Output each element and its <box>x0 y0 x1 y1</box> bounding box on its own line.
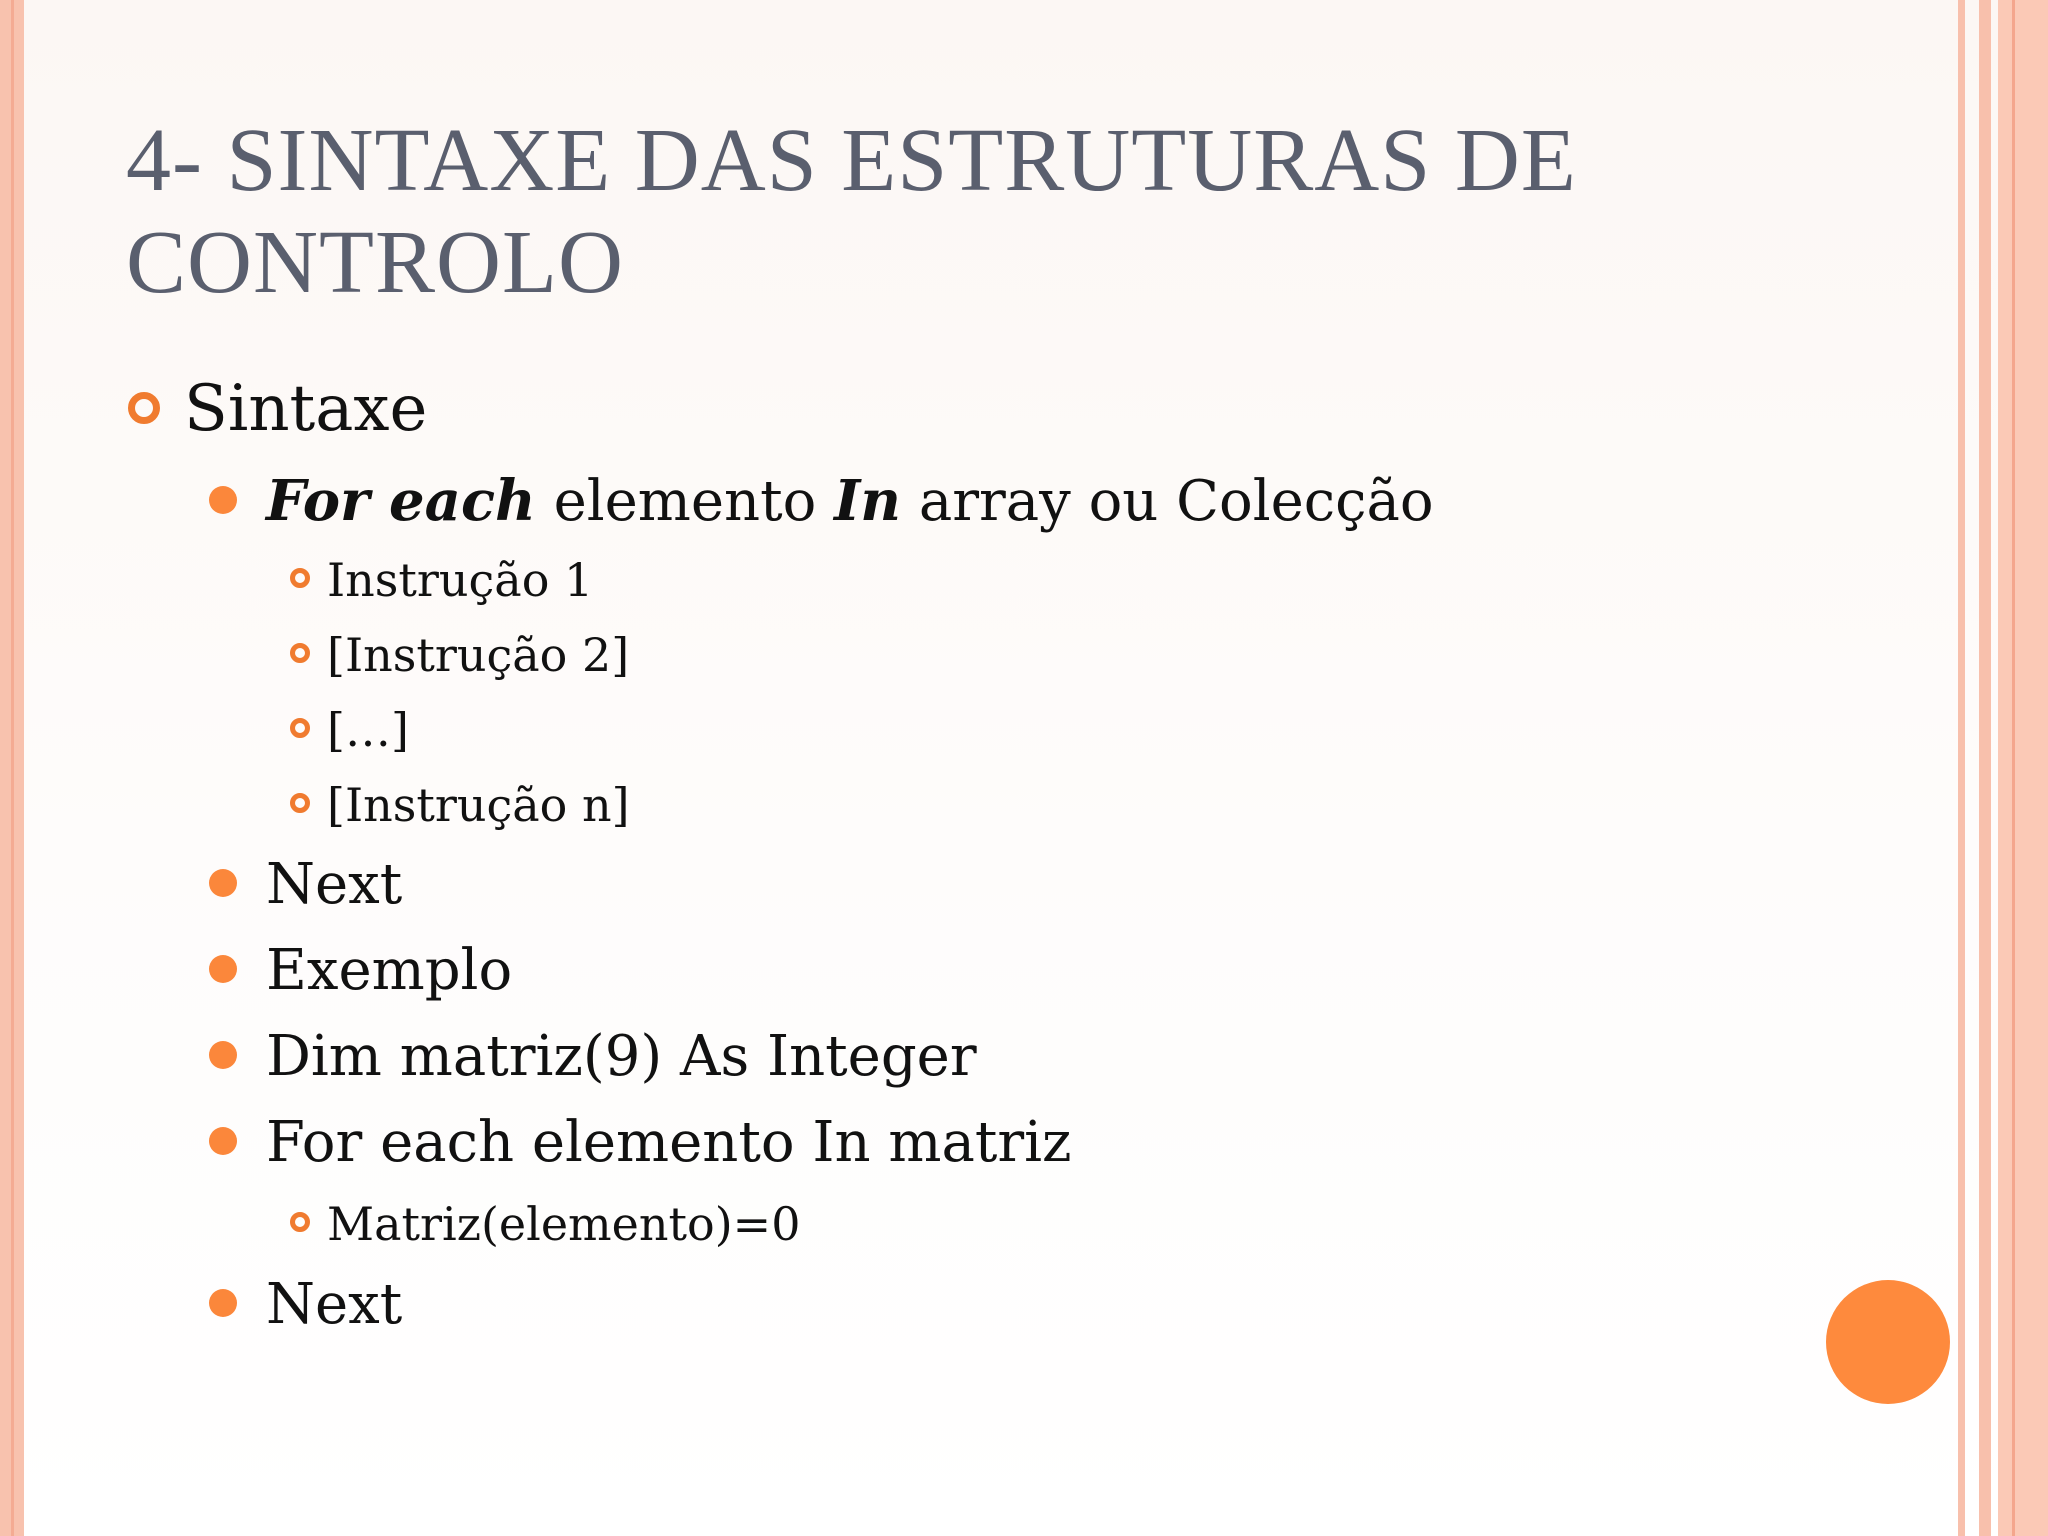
syntax-body-item: […] <box>327 703 409 757</box>
right-border-stripe-3 <box>1998 0 2048 1536</box>
example-label: Exemplo <box>266 938 513 1003</box>
syntax-body-item: [Instrução 2] <box>327 628 630 682</box>
ring-bullet-icon <box>128 392 160 424</box>
small-ring-bullet-icon <box>290 568 310 588</box>
dot-bullet-icon <box>209 1127 237 1155</box>
syntax-body-item: [Instrução n] <box>327 778 630 832</box>
small-ring-bullet-icon <box>290 643 310 663</box>
syntax-body-item: Instrução 1 <box>327 553 594 607</box>
heading-sintaxe: Sintaxe <box>184 372 428 446</box>
small-ring-bullet-icon <box>290 793 310 813</box>
orange-circle-decoration <box>1826 1280 1950 1404</box>
small-ring-bullet-icon <box>290 718 310 738</box>
right-border-stripe-1 <box>1958 0 1965 1536</box>
keyword-for-each: For each <box>266 468 536 534</box>
dot-bullet-icon <box>209 1289 237 1317</box>
dot-bullet-icon <box>209 869 237 897</box>
right-border-stripe-2 <box>1979 0 1991 1536</box>
slide-title: 4- SINTAXE DAS ESTRUTURAS DE CONTROLO <box>126 111 1577 312</box>
dot-bullet-icon <box>209 486 237 514</box>
dot-bullet-icon <box>209 1041 237 1069</box>
small-ring-bullet-icon <box>290 1212 310 1232</box>
syntax-text-rest: array ou Colecção <box>901 469 1434 534</box>
syntax-text-elemento: elemento <box>535 469 835 534</box>
right-border-line <box>2012 0 2015 1536</box>
left-border-line <box>11 0 14 1536</box>
syntax-line <box>266 468 1434 534</box>
keyword-in: In <box>834 468 902 534</box>
dot-bullet-icon <box>209 955 237 983</box>
next-keyword: Next <box>266 852 403 917</box>
next-keyword-2: Next <box>266 1272 403 1337</box>
example-for-line: For each elemento In matriz <box>266 1110 1072 1175</box>
example-dim-line: Dim matriz(9) As Integer <box>266 1024 977 1089</box>
example-body-line: Matriz(elemento)=0 <box>327 1197 801 1251</box>
